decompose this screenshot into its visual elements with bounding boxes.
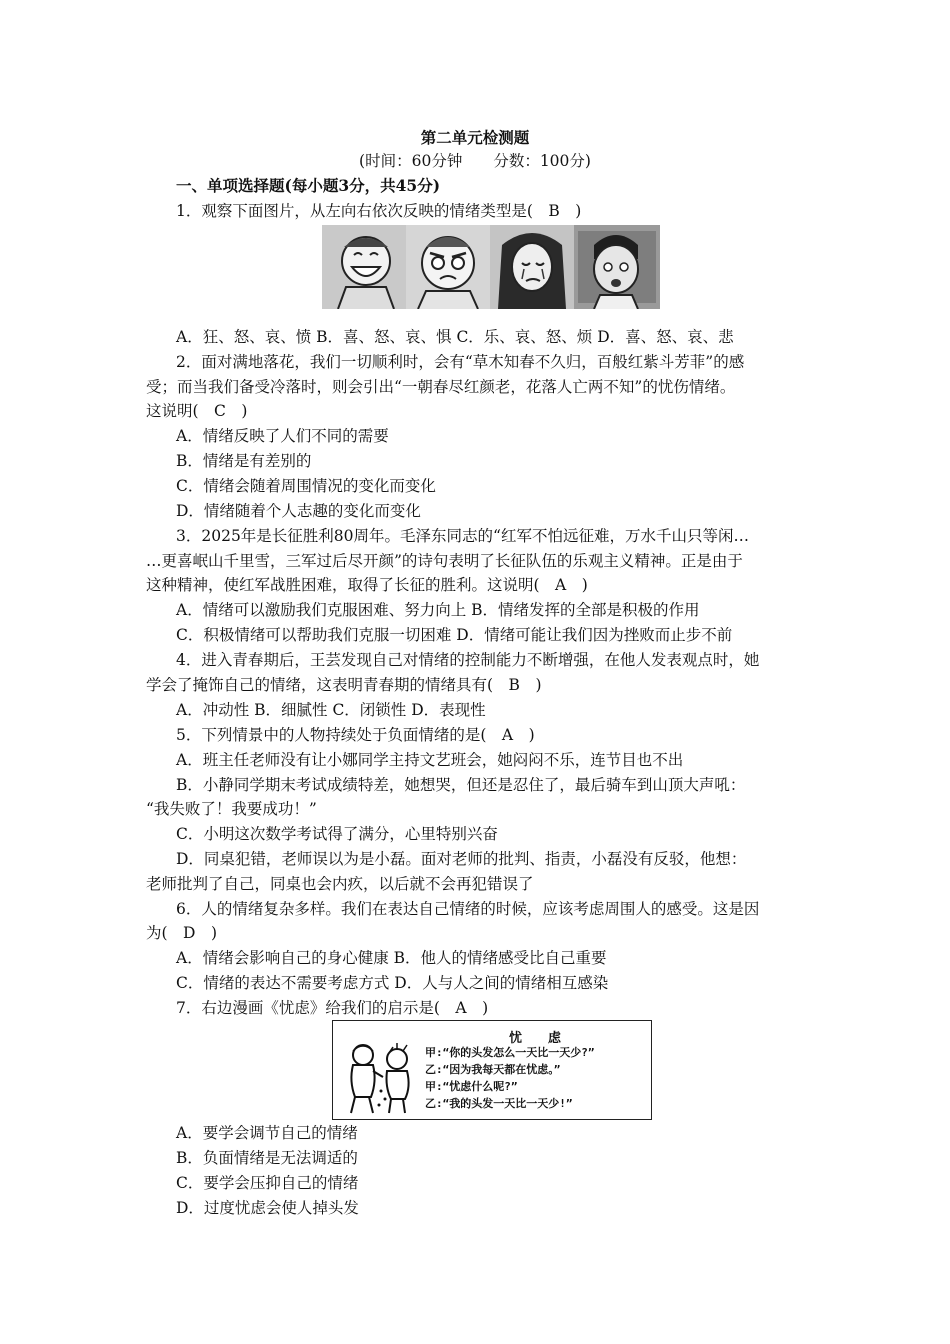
q5-option-d-line1: D．同桌犯错，老师误以为是小磊。面对老师的批判、指责，小磊没有反驳，他想： [176,850,747,868]
q3-line3: 这种精神，使红军战胜困难，取得了长征的胜利。这说明( A ) [146,576,588,594]
q5-option-c: C．小明这次数学考试得了满分，心里特别兴奋 [176,825,498,843]
q5-option-b-line1: B．小静同学期末考试成绩特差，她想哭，但还是忍住了，最后骑车到山顶大声吼： [176,776,746,794]
q3-line1: 3．2025年是长征胜利80周年。毛泽东同志的“红军不怕远征难，万水千山只等闲… [176,527,749,545]
q3-line2: …更喜岷山千里雪，三军过后尽开颜”的诗句表明了长征队伍的乐观主义精神。正是由于 [146,552,743,570]
cartoon-line2: 乙:“因为我每天都在忧虑。” [425,1063,561,1076]
cartoon-line3: 甲:“忧虑什么呢?” [425,1080,518,1093]
doc-subtitle: (时间：60分钟 分数：100分) [359,152,591,170]
q2-line3: 这说明( C ) [146,402,248,420]
q7-option-b: B．负面情绪是无法调适的 [176,1149,358,1167]
q4-options: A．冲动性 B．细腻性 C．闭锁性 D．表现性 [176,701,486,719]
q2-line1: 2．面对满地落花，我们一切顺利时，会有“草木知春不久归，百般红紫斗芳菲”的感 [176,353,745,371]
q6-line1: 6．人的情绪复杂多样。我们在表达自己情绪的时候，应该考虑周围人的感受。这是因 [176,900,760,918]
q3-options-cd: C．积极情绪可以帮助我们克服一切困难 D．情绪可能让我们因为挫败而止步不前 [176,626,733,644]
worry-cartoon [332,1020,652,1120]
q2-option-c: C．情绪会随着周围情况的变化而变化 [176,477,436,495]
cartoon-line4: 乙:“我的头发一天比一天少!” [425,1097,573,1110]
q2-option-a: A．情绪反映了人们不同的需要 [176,427,389,445]
q2-line2: 受；而当我们备受冷落时，则会引出“一朝春尽红颜老，花落人亡两不知”的忧伤情绪。 [146,378,736,396]
cartoon-line1: 甲:“你的头发怎么一天比一天少?” [425,1046,595,1059]
section-heading: 一、单项选择题(每小题3分，共45分) [176,176,441,195]
q3-options-ab: A．情绪可以激励我们克服困难、努力向上 B．情绪发挥的全部是积极的作用 [176,601,700,619]
angry-face-icon [406,225,490,309]
q4-line1: 4．进入青春期后，王芸发现自己对情绪的控制能力不断增强，在他人发表观点时，她 [176,651,760,669]
q7-stem: 7．右边漫画《忧虑》给我们的启示是( A ) [176,999,489,1017]
q7-option-d: D．过度忧虑会使人掉头发 [176,1199,359,1217]
q2-option-d: D．情绪随着个人志趣的变化而变化 [176,502,421,520]
q5-stem: 5．下列情景中的人物持续处于负面情绪的是( A ) [176,726,535,744]
q2-option-b: B．情绪是有差别的 [176,452,312,470]
q4-line2: 学会了掩饰自己的情绪，这表明青春期的情绪具有( B ) [146,676,542,694]
q7-option-a: A．要学会调节自己的情绪 [176,1124,358,1142]
q1-options: A．狂、怒、哀、愤 B．喜、怒、哀、惧 C．乐、哀、怒、烦 D．喜、怒、哀、悲 [176,328,734,346]
doc-title: 第二单元检测题 [420,128,530,147]
q5-option-a: A．班主任老师没有让小娜同学主持文艺班会，她闷闷不乐，连节目也不出 [176,751,684,769]
cartoon-figures-icon [339,1031,419,1115]
q7-option-c: C．要学会压抑自己的情绪 [176,1174,359,1192]
emotions-picture [322,225,660,309]
q5-option-b-line2: “我失败了！我要成功！” [146,800,317,818]
q6-line2: 为( D ) [146,924,218,942]
q6-options-ab: A．情绪会影响自己的身心健康 B．他人的情绪感受比自己重要 [176,949,607,967]
sad-face-icon [490,225,574,309]
q1-stem: 1．观察下面图片，从左向右依次反映的情绪类型是( B ) [176,202,582,220]
q6-options-cd: C．情绪的表达不需要考虑方式 D．人与人之间的情绪相互感染 [176,974,609,992]
happy-face-icon [322,225,406,309]
q5-option-d-line2: 老师批判了自己，同桌也会内疚，以后就不会再犯错误了 [146,875,534,893]
cartoon-title: 忧 虑 [508,1031,561,1046]
fear-face-icon [574,225,660,309]
